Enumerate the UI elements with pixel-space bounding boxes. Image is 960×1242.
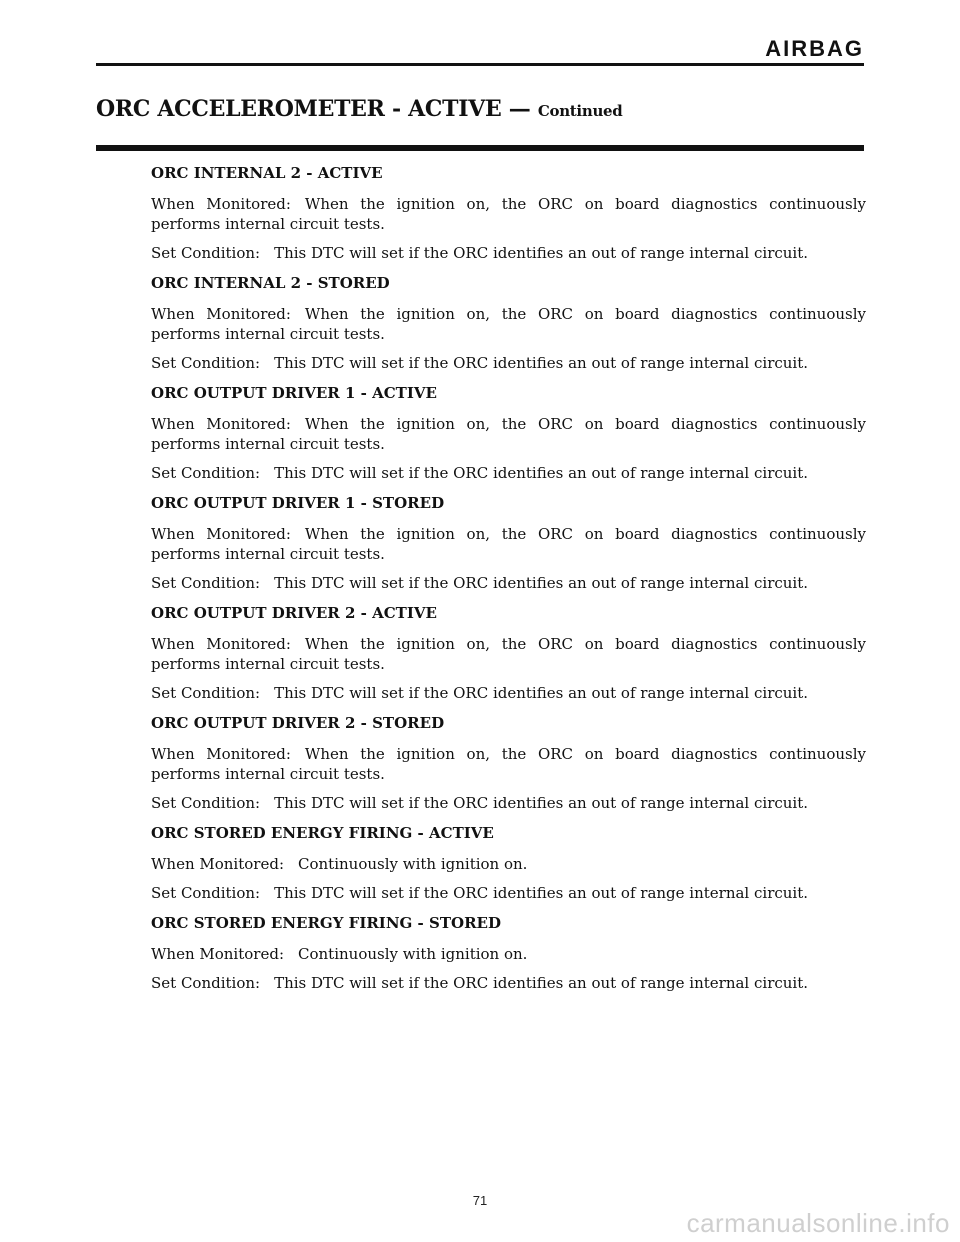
set-condition-label: Set Condition: <box>151 464 261 482</box>
set-condition <box>151 243 866 263</box>
dtc-title: ORC OUTPUT DRIVER 1 - STORED <box>151 494 445 512</box>
running-header: AIRBAG <box>765 36 864 61</box>
set-condition-text: This DTC will set if the ORC identifies an out of range internal circuit. <box>274 464 809 482</box>
set-condition <box>151 463 866 483</box>
dtc-entry <box>151 273 866 373</box>
dtc-entry <box>151 163 866 263</box>
dtc-entry <box>151 383 866 483</box>
when-monitored <box>151 524 866 564</box>
dtc-title: ORC STORED ENERGY FIRING - STORED <box>151 914 501 932</box>
dtc-title: ORC OUTPUT DRIVER 1 - ACTIVE <box>151 384 437 402</box>
dtc-title: ORC STORED ENERGY FIRING - ACTIVE <box>151 824 494 842</box>
set-condition <box>151 883 866 903</box>
when-monitored-label: When Monitored: <box>151 855 284 873</box>
when-monitored-text: Continuously with ignition on. <box>298 945 528 963</box>
dtc-entry <box>151 713 866 813</box>
when-monitored-text: Continuously with ignition on. <box>298 855 528 873</box>
when-monitored <box>151 744 866 784</box>
set-condition-label: Set Condition: <box>151 974 261 992</box>
dtc-entry <box>151 823 866 903</box>
set-condition <box>151 683 866 703</box>
set-condition <box>151 573 866 593</box>
when-monitored-label: When Monitored: <box>151 635 291 653</box>
when-monitored <box>151 854 866 874</box>
set-condition-text: This DTC will set if the ORC identifies an out of range internal circuit. <box>274 684 809 702</box>
set-condition-text: This DTC will set if the ORC identifies an out of range internal circuit. <box>274 884 809 902</box>
set-condition-text: This DTC will set if the ORC identifies an out of range internal circuit. <box>274 244 809 262</box>
dtc-title: ORC OUTPUT DRIVER 2 - ACTIVE <box>151 604 437 622</box>
when-monitored-label: When Monitored: <box>151 195 291 213</box>
when-monitored-label: When Monitored: <box>151 945 284 963</box>
when-monitored <box>151 944 866 964</box>
continued-label: Continued <box>537 102 623 120</box>
dtc-title: ORC INTERNAL 2 - ACTIVE <box>151 164 383 182</box>
set-condition-text: This DTC will set if the ORC identifies an out of range internal circuit. <box>274 574 809 592</box>
when-monitored <box>151 304 866 344</box>
when-monitored <box>151 634 866 674</box>
set-condition-label: Set Condition: <box>151 684 261 702</box>
set-condition-text: This DTC will set if the ORC identifies an out of range internal circuit. <box>274 794 809 812</box>
dtc-list <box>151 163 866 1003</box>
when-monitored <box>151 194 866 234</box>
page-number: 71 <box>472 1193 488 1208</box>
when-monitored-text: When the ignition on, the ORC on board diagnostics continuously performs internal circuit tests. <box>151 635 866 673</box>
set-condition <box>151 973 866 993</box>
dtc-entry <box>151 603 866 703</box>
when-monitored-text: When the ignition on, the ORC on board diagnostics continuously performs internal circuit tests. <box>151 305 866 343</box>
set-condition-label: Set Condition: <box>151 354 261 372</box>
dtc-title: ORC OUTPUT DRIVER 2 - STORED <box>151 714 445 732</box>
section-title: ORC ACCELEROMETER - ACTIVE — <box>96 96 531 122</box>
section-heading <box>96 96 622 122</box>
set-condition <box>151 353 866 373</box>
when-monitored-text: When the ignition on, the ORC on board diagnostics continuously performs internal circuit tests. <box>151 525 866 563</box>
header-rule <box>96 63 864 66</box>
set-condition-label: Set Condition: <box>151 574 261 592</box>
dtc-entry <box>151 493 866 593</box>
set-condition-text: This DTC will set if the ORC identifies an out of range internal circuit. <box>274 974 809 992</box>
when-monitored-text: When the ignition on, the ORC on board diagnostics continuously performs internal circuit tests. <box>151 745 866 783</box>
set-condition-label: Set Condition: <box>151 794 261 812</box>
dtc-entry <box>151 913 866 993</box>
watermark: carmanualsonline.info <box>686 1208 950 1238</box>
when-monitored-text: When the ignition on, the ORC on board diagnostics continuously performs internal circuit tests. <box>151 195 866 233</box>
section-rule <box>96 145 864 151</box>
when-monitored <box>151 414 866 454</box>
when-monitored-label: When Monitored: <box>151 415 291 433</box>
when-monitored-label: When Monitored: <box>151 745 291 763</box>
set-condition-text: This DTC will set if the ORC identifies an out of range internal circuit. <box>274 354 809 372</box>
set-condition-label: Set Condition: <box>151 244 261 262</box>
when-monitored-label: When Monitored: <box>151 305 291 323</box>
when-monitored-label: When Monitored: <box>151 525 291 543</box>
set-condition-label: Set Condition: <box>151 884 261 902</box>
when-monitored-text: When the ignition on, the ORC on board diagnostics continuously performs internal circuit tests. <box>151 415 866 453</box>
set-condition <box>151 793 866 813</box>
dtc-title: ORC INTERNAL 2 - STORED <box>151 274 390 292</box>
